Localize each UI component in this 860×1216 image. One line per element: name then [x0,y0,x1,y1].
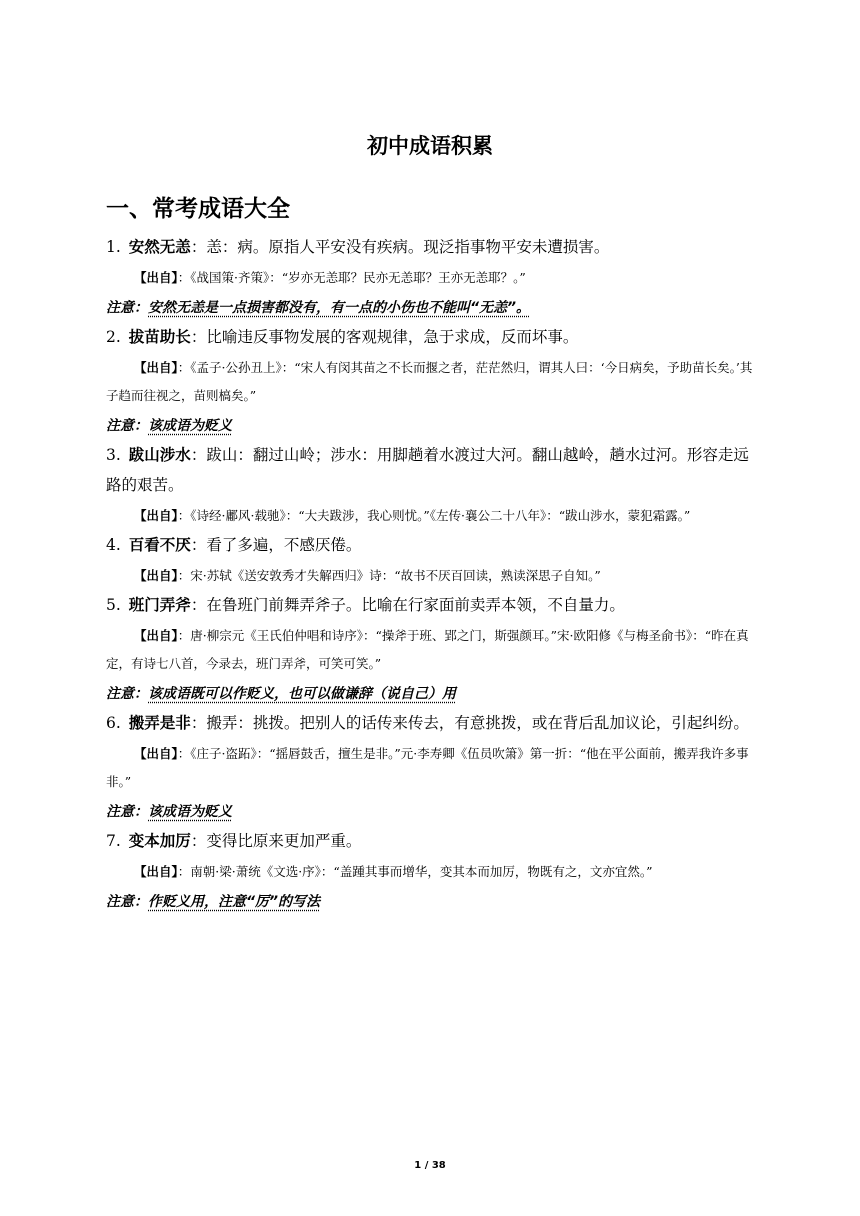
idiom-source [106,858,758,886]
source-text: ：宋·苏轼《送安敦秀才失解西归》诗：“故书不厌百回读，熟读深思子自知。” [177,568,601,583]
source-text: ：《孟子·公孙丑上》：“宋人有闵其苗之不长而揠之者，茫茫然归，谓其人曰：‘今日病矣，予助苗长矣。’其子趋而往视之，苗则槁矣。” [106,360,753,403]
note-label: 注意： [106,894,148,910]
idiom-note [106,412,758,440]
idiom-definition [106,590,758,620]
entry-number: 2. [106,328,121,346]
source-text: ：《诗经·鄘风·载驰》：“大夫跋涉，我心则忧。”《左传·襄公二十八年》：“跋山涉水，蒙犯霜露。” [177,508,691,523]
entry-number: 5. [106,596,121,614]
idiom-source [106,354,758,410]
source-tag: 【出自】 [134,568,178,583]
note-label: 注意： [106,300,148,316]
definition-text: ：在鲁班门前舞弄斧子。比喻在行家面前卖弄本领，不自量力。 [190,596,625,614]
document-title: 初中成语积累 [367,134,493,158]
source-tag: 【出自】 [134,508,178,523]
idiom-definition [106,530,758,560]
definition-text: ：恙：病。原指人平安没有疾病。现泛指事物平安未遭损害。 [190,238,610,256]
page-number: 1 / 38 [414,1160,446,1171]
idiom-term: 拔苗助长 [128,328,191,346]
idiom-definition [106,440,758,500]
note-text: 该成语为贬义 [148,418,232,434]
idiom-source [106,264,758,292]
note-label: 注意： [106,418,148,434]
source-tag: 【出自】 [134,360,178,375]
idiom-entry [106,826,758,916]
note-text: 安然无恙是一点损害都没有，有一点的小伤也不能叫“无恙”。 [148,300,531,316]
source-text: ：南朝·梁·萧统《文选·序》：“盖踵其事而增华，变其本而加厉，物既有之，文亦宜然。” [177,864,653,879]
idiom-definition [106,826,758,856]
note-text: 该成语为贬义 [148,804,232,820]
entry-list [106,232,758,916]
idiom-source [106,622,758,678]
idiom-term: 变本加厉 [128,832,191,850]
idiom-term: 搬弄是非 [128,714,191,732]
idiom-entry [106,322,758,440]
section-title: 一、常考成语大全 [106,196,290,222]
source-text: ：《庄子·盗跖》：“摇唇鼓舌，擅生是非。”元·李寿卿《伍员吹箫》第一折：“他在平公面前，搬弄我许多事非。” [106,746,749,789]
idiom-definition [106,232,758,262]
idiom-term: 安然无恙 [128,238,191,256]
definition-text: ：看了多遍，不感厌倦。 [190,536,362,554]
entry-number: 1. [106,238,121,256]
entry-number: 7. [106,832,121,850]
source-text: ：唐·柳宗元《王氏伯仲唱和诗序》：“操斧于班、郢之门，斯强颜耳。”宋·欧阳修《与梅圣俞书》：“昨在真定，有诗七八首，今录去，班门弄斧，可笑可笑。” [106,628,749,671]
source-tag: 【出自】 [134,270,178,285]
source-tag: 【出自】 [134,628,178,643]
idiom-entry [106,440,758,530]
idiom-entry [106,530,758,590]
definition-text: ：搬弄：挑拨。把别人的话传来传去，有意挑拨，或在背后乱加议论，引起纠纷。 [190,714,749,732]
idiom-note [106,888,758,916]
definition-text: ：比喻违反事物发展的客观规律，急于求成，反而坏事。 [190,328,579,346]
idiom-note [106,294,758,322]
idiom-note [106,798,758,826]
note-text: 该成语既可以作贬义，也可以做谦辞（说自己）用 [148,686,456,702]
idiom-note [106,680,758,708]
source-tag: 【出自】 [134,864,178,879]
note-text: 作贬义用，注意“厉”的写法 [148,894,321,910]
entry-number: 3. [106,446,121,464]
definition-text: ：变得比原来更加严重。 [190,832,362,850]
idiom-source [106,502,758,530]
idiom-entry [106,590,758,708]
entry-number: 4. [106,536,121,554]
idiom-entry [106,232,758,322]
source-text: ：《战国策·齐策》：“岁亦无恙耶？民亦无恙耶？王亦无恙耶？。” [177,270,526,285]
note-label: 注意： [106,804,148,820]
idiom-definition [106,708,758,738]
idiom-term: 班门弄斧 [128,596,191,614]
idiom-entry [106,708,758,826]
idiom-term: 百看不厌 [128,536,191,554]
idiom-definition [106,322,758,352]
entry-number: 6. [106,714,121,732]
idiom-term: 跋山涉水 [128,446,191,464]
source-tag: 【出自】 [134,746,178,761]
definition-text: ：跋山：翻过山岭；涉水：用脚趟着水渡过大河。翻山越岭，趟水过河。形容走远路的艰苦。 [106,446,749,494]
note-label: 注意： [106,686,148,702]
idiom-source [106,740,758,796]
idiom-source [106,562,758,590]
